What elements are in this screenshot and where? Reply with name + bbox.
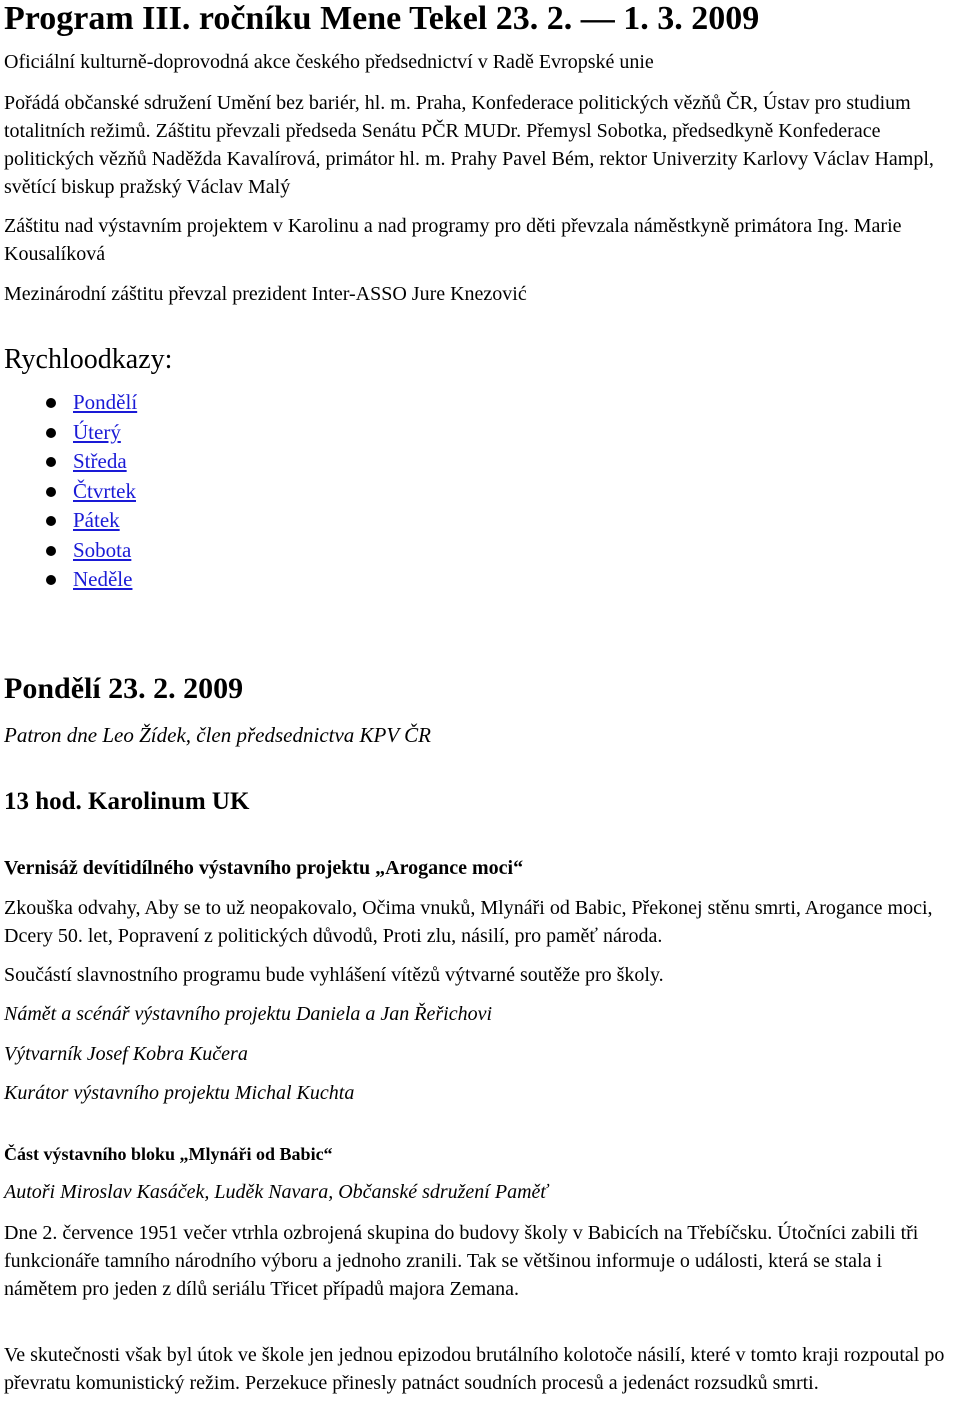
intro-patronage-karolinum: Záštitu nad výstavním projektem v Karolinu a nad programy pro děti převzala náměstkyně primátora Ing. Marie Kousalíková: [4, 215, 902, 265]
link-patek[interactable]: Pátek: [73, 508, 120, 532]
list-item: [4, 506, 137, 536]
quicklinks-list: [4, 388, 137, 595]
block-authors: Autoři Miroslav Kasáček, Luděk Navara, Občanské sdružení Paměť: [4, 1181, 548, 1203]
list-item: [4, 418, 137, 448]
intro-official: Oficiální kulturně-doprovodná akce českého předsednictví v Radě Evropské unie: [4, 51, 654, 73]
list-item: [4, 388, 137, 418]
event-note: Součástí slavnostního programu bude vyhlášení vítězů výtvarné soutěže pro školy.: [4, 964, 664, 986]
link-pondeli[interactable]: Pondělí: [73, 390, 138, 414]
day-patron: Patron dne Leo Žídek, člen předsednictva KPV ČR: [4, 723, 431, 747]
day-heading: Pondělí 23. 2. 2009: [4, 672, 244, 705]
event-title: Vernisáž devítidílného výstavního projektu „Arogance moci“: [4, 857, 524, 879]
link-utery[interactable]: Úterý: [73, 419, 121, 444]
link-streda[interactable]: Středa: [73, 449, 127, 473]
page-title: Program III. ročníku Mene Tekel 23. 2. — 1. 3. 2009: [4, 0, 760, 37]
list-item: [4, 447, 137, 477]
intro-international-patronage: Mezinárodní záštitu převzal prezident Inter-ASSO Jure Knezović: [4, 283, 527, 305]
time-place: 13 hod. Karolinum UK: [4, 788, 250, 815]
link-ctvrtek[interactable]: Čtvrtek: [73, 478, 136, 503]
block-paragraph-2: Ve skutečnosti však byl útok ve škole jen jednou epizodou brutálního kolotoče násilí, které v tomto kraji rozpoutal po převratu komunistický režim. Perzekuce přinesly patnáct soudních procesů a jedenáct rozsudků smrti.: [4, 1344, 945, 1394]
link-nedele[interactable]: Neděle: [73, 567, 133, 591]
list-item: [4, 536, 137, 566]
credit-curator: Kurátor výstavního projektu Michal Kuchta: [4, 1082, 355, 1104]
quicklinks-heading: Rychloodkazy:: [4, 344, 173, 375]
list-item: [4, 477, 137, 507]
list-item: [4, 565, 137, 595]
credit-concept: Námět a scénář výstavního projektu Daniela a Jan Řeřichovi: [4, 1003, 493, 1025]
block-title: Část výstavního bloku „Mlynáři od Babic“: [4, 1144, 333, 1164]
intro-organizers: Pořádá občanské sdružení Umění bez bariér, hl. m. Praha, Konfederace politických vězňů ČR, Ústav pro studium totalitních režimů. Záštitu převzali předseda Senátu PČR MUDr. Přemysl Sobotka, předsedkyně Konfederace politických vězňů Naděžda Kavalírová, primátor hl. m. Prahy Pavel Bém, rektor Univerzity Karlovy Václav Hampl, světící biskup pražský Václav Malý: [4, 92, 934, 198]
credit-artist: Výtvarník Josef Kobra Kučera: [4, 1043, 248, 1065]
event-parts: Zkouška odvahy, Aby se to už neopakovalo, Očima vnuků, Mlynáři od Babic, Překonej stěnu smrti, Arogance moci, Dcery 50. let, Popravení z politických důvodů, Proti zlu, násilí, pro paměť národa.: [4, 897, 933, 947]
block-paragraph-1: Dne 2. července 1951 večer vtrhla ozbrojená skupina do budovy školy v Babicích na Třebíčsku. Útočníci zabili tři funkcionáře tamního národního výboru a jednoho zranili. Tak se většinou informuje o události, která se stala i námětem pro jeden z dílů seriálu Třicet případů majora Zemana.: [4, 1222, 919, 1300]
link-sobota[interactable]: Sobota: [73, 537, 132, 562]
